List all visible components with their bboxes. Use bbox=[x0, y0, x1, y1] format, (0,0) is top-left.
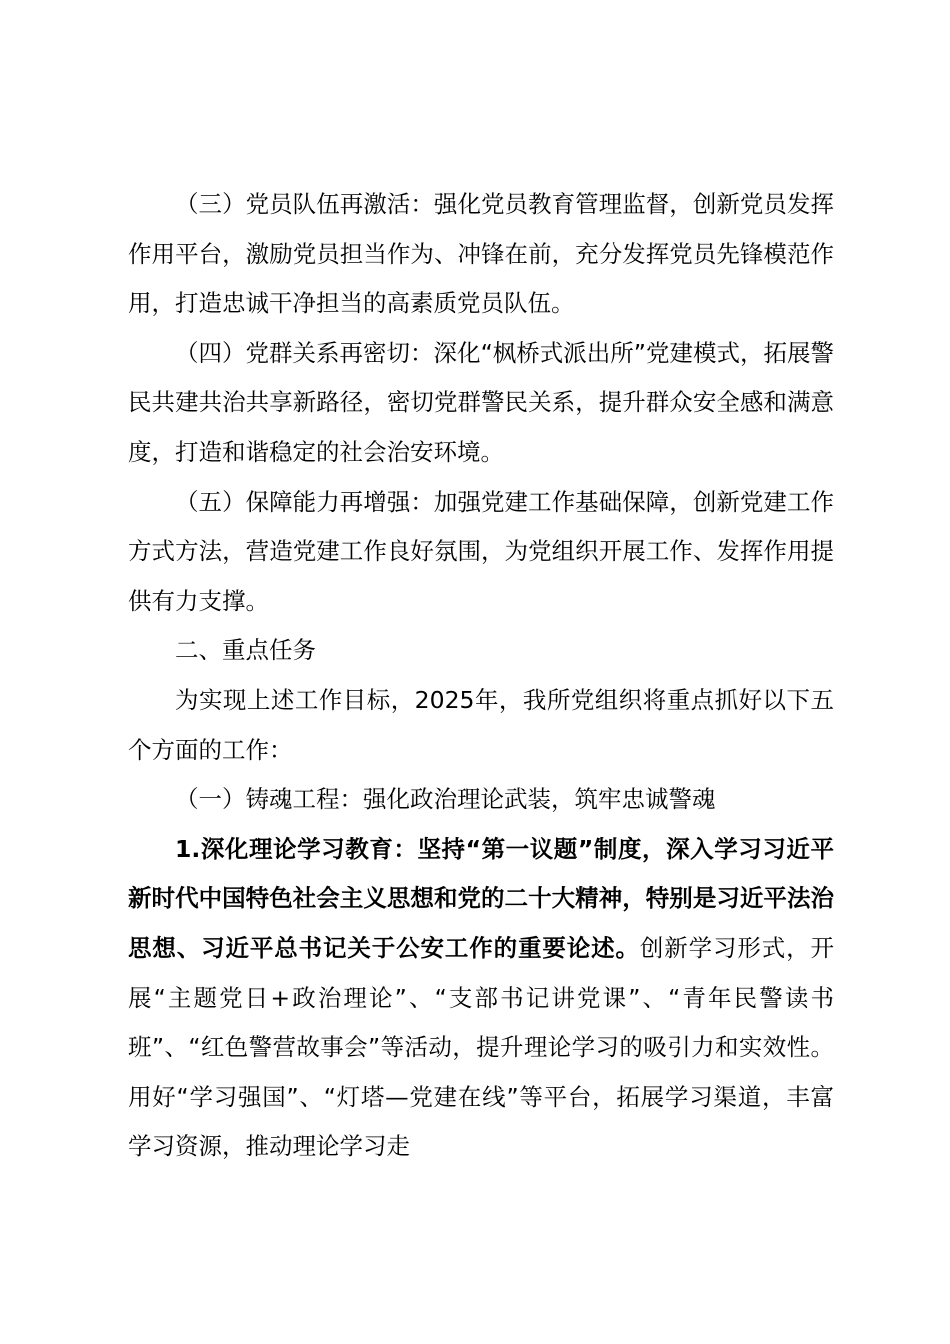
paragraph-text: 创新学习形式，开展“主题党日+政治理论”、“支部书记讲党课”、“青年民警读书班”、“红色警营故事会”等活动，提升理论学习的吸引力和实效性。用好“学习强国”、“灯塔—党建在线”等平台，拓展学习渠道，丰富学习资源，推动理论学习走 bbox=[128, 933, 835, 1161]
paragraph-text: （五）保障能力再增强：加强党建工作基础保障，创新党建工作方式方法，营造党建工作良好氛围，为党组织开展工作、发挥作用提供有力支撑。 bbox=[128, 487, 834, 615]
paragraph-bold-text: 1.深化理论学习教育：坚持“第一议题”制度，深入学习习近平新时代中国特色社会主义思想和党的二十大精神，特别是习近平法治思想、习近平总书记关于公安工作的重要论述。 bbox=[128, 834, 834, 962]
section-heading-key-tasks bbox=[128, 626, 834, 676]
paragraph-intro bbox=[128, 676, 834, 775]
paragraph-goal-5 bbox=[128, 478, 834, 627]
paragraph-goal-4 bbox=[128, 329, 834, 478]
paragraph-text: （一）铸魂工程：强化政治理论武装，筑牢忠诚警魂 bbox=[175, 785, 716, 814]
paragraph-text: 二、重点任务 bbox=[175, 636, 316, 665]
paragraph-text: （三）党员队伍再激活：强化党员教育管理监督，创新党员发挥作用平台，激励党员担当作为、冲锋在前，充分发挥党员先锋模范作用，打造忠诚干净担当的高素质党员队伍。 bbox=[128, 190, 834, 318]
paragraph-task-1-1 bbox=[128, 825, 834, 1172]
paragraph-text: （四）党群关系再密切：深化“枫桥式派出所”党建模式，拓展警民共建共治共享新路径，密切党群警民关系，提升群众安全感和满意度，打造和谐稳定的社会治安环境。 bbox=[128, 338, 834, 466]
paragraph-goal-3 bbox=[128, 180, 834, 329]
subsection-heading-1 bbox=[128, 775, 834, 825]
document-body bbox=[128, 180, 834, 1172]
paragraph-text: 为实现上述工作目标，2025年，我所党组织将重点抓好以下五个方面的工作： bbox=[128, 685, 834, 764]
